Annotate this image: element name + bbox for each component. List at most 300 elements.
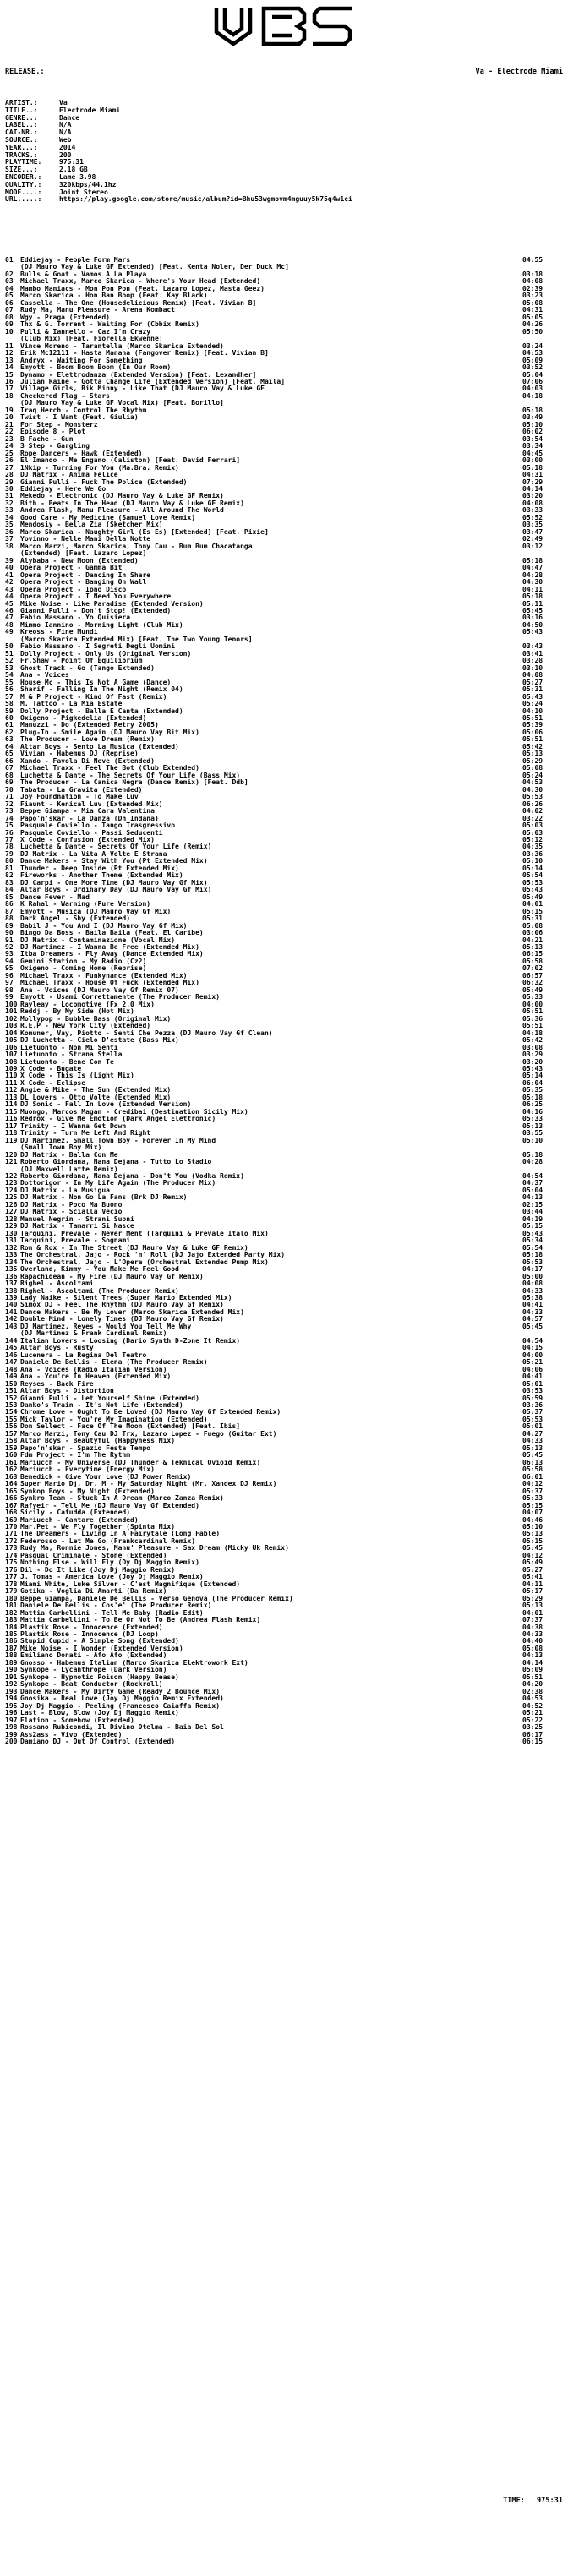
track-title: Julian Raine - Gotta Change Life (Extended Version) [Feat. Maila] [20,378,286,385]
track-row [5,1409,563,1416]
track-number: 141 [5,1307,18,1316]
track-number: 104 [5,1029,18,1037]
track-number: 169 [5,1515,18,1524]
info-value: Dance [59,114,80,122]
track-number: 154 [5,1408,18,1416]
track-row [5,1660,563,1667]
track-number: 199 [5,1730,18,1738]
track-title: Rafyeir - Tell Me (DJ Mauro Vay Gf Extended) [20,1502,199,1509]
track-duration: 03:20 [522,492,543,500]
track-row [5,1295,563,1302]
track-duration: 05:43 [522,628,543,636]
track-number: 41 [5,570,14,579]
track-duration: 05:36 [522,1014,543,1023]
track-title: B Fache - Gun [20,435,74,443]
track-duration: 05:49 [522,1558,543,1567]
track-row [5,521,563,528]
info-key: TRACKS.: [5,150,38,159]
track-title: Stupid Cupid - A Simple Song (Extended) [20,1638,179,1645]
total-playtime [5,2497,563,2522]
track-title: Ana - Voices [20,672,69,679]
track-title: Dynamo - Elettrodanza (Extended Version) [Feat. Lexandher] [20,371,257,379]
track-duration: 03:44 [522,1208,543,1216]
track-number: 160 [5,1451,18,1460]
track-row [5,321,563,328]
track-row [5,865,563,872]
track-row [5,1209,563,1215]
track-title: Iraq Herch - Control The Rhythm [20,407,147,414]
track-title: Joy Dj Maggio - Peeling (Francesco Caiaffa Remix) [20,1702,221,1710]
track-number: 17 [5,385,14,393]
track-duration: 04:33 [522,1630,543,1638]
track-duration: 05:22 [522,1716,543,1724]
track-number: 14 [5,363,14,372]
track-row [5,472,563,478]
track-row [5,385,563,392]
track-title: Rossano Rubicondi, Il Divino Otelma - Baia Del Sol [20,1724,224,1732]
track-number: 184 [5,1623,18,1631]
track-title: Komuner, Vay, Piotto - Senti Che Pezza (DJ Mauro Vay Gf Clean) [20,1029,273,1037]
track-row [5,744,563,750]
track-number: 190 [5,1666,18,1674]
track-duration: 03:34 [522,442,543,450]
track-number: 26 [5,456,14,465]
info-row [5,174,563,182]
track-number: 66 [5,756,14,765]
track-duration: 03:23 [522,292,543,300]
info-value: 200 [59,151,72,159]
track-title: El Imando - Me Engano (Caliston) [Feat. David Ferrari] [20,457,241,465]
track-title: Wgy - Praga (Extended) [20,314,110,321]
track-number: 115 [5,1107,18,1116]
track-row [5,937,563,944]
track-number: 193 [5,1687,18,1695]
track-duration: 04:03 [522,385,543,393]
track-title: Pasquale Coviello - Tango Trasgressivo [20,822,176,830]
track-duration: 06:57 [522,971,543,980]
track-row [5,257,563,264]
track-number: 33 [5,506,14,515]
track-duration: 05:13 [522,1602,543,1610]
track-number: 112 [5,1086,18,1094]
track-title: For Step - Monsterz [20,421,98,428]
track-duration: 05:13 [522,750,543,758]
track-row [5,1738,563,1745]
track-row [5,457,563,464]
track-title: Reddj - By My Side (Hot Mix) [20,1008,134,1016]
track-duration: 03:06 [522,929,543,937]
track-duration: 05:53 [522,793,543,801]
track-row [5,1194,563,1201]
track-row [5,1667,563,1673]
track-duration: 02:38 [522,1687,543,1695]
track-duration: 05:13 [522,1122,543,1130]
track-duration: 05:08 [522,921,543,930]
track-number: 70 [5,785,14,794]
track-number: 78 [5,843,14,851]
track-number: 142 [5,1315,18,1323]
track-duration: 04:53 [522,349,543,357]
track-number: 62 [5,728,14,736]
track-duration: 06:04 [522,1078,543,1087]
track-number: 29 [5,478,14,486]
track-number: 125 [5,1193,18,1202]
track-row [5,1452,563,1459]
track-title: Last - Blow, Blow (Joy Dj Maggio Remix) [20,1710,179,1717]
track-row [5,909,563,915]
track-duration: 05:17 [522,1587,543,1596]
track-title: Bulls & Goat - Vamos A La Playa [20,270,147,278]
track-title: Alybaba - New Moon (Extended) [20,557,139,565]
track-row [5,436,563,443]
track-duration: 05:12 [522,835,543,843]
track-duration: 06:01 [522,1472,543,1481]
track-title: Mar.Pet - We Fly Together (Spinta Mix) [20,1523,176,1531]
track-duration: 05:15 [522,1501,543,1509]
track-title: Rudy Ma, Ronnie Jones, Manu' Pleasure - Sax Dream (Micky Uk Remix) [20,1545,289,1553]
track-duration: 04:01 [522,1608,543,1617]
track-number: 143 [5,1322,18,1330]
track-duration: 05:59 [522,1394,543,1402]
track-duration: 05:38 [522,1293,543,1302]
track-row [5,1423,563,1430]
track-number: 108 [5,1057,18,1066]
track-title: Synkope - Beat Conductor (Rockroll) [20,1681,163,1689]
track-title: Gnosika - Real Love (Joy Dj Maggio Remix Extended) [20,1695,224,1703]
track-title: Gianni Pulli - Let Yourself Shine (Extended) [20,1394,199,1402]
track-row [5,694,563,701]
track-number: 27 [5,463,14,472]
track-duration: 03:52 [522,363,543,372]
track-row [5,930,563,936]
track-title: Plastik Rose - Innocence (DJ Loop) [20,1631,159,1638]
track-title: Lietuonto - Bene Con Te [20,1058,114,1066]
track-duration: 05:34 [522,1236,543,1245]
track-row [5,1237,563,1244]
track-number: 119 [5,1136,18,1144]
info-value: 975:31 [59,159,84,166]
track-title: Village Girls, Rik Minny - Like That (DJ Mauro Vay & Luke GF [20,385,265,393]
track-title: (Extended) [Feat. Lazaro Lopez] [20,550,147,558]
track-row [5,1130,563,1137]
track-number: 153 [5,1401,18,1409]
track-number: 24 [5,442,14,450]
track-title: Pasqual Criminale - Stone (Extended) [20,1552,167,1559]
track-duration: 07:06 [522,377,543,385]
track-number: 163 [5,1472,18,1481]
track-duration: 04:33 [522,1307,543,1316]
track-row [5,816,563,822]
track-title: Oxigeno - Pigkedelia (Extended) [20,715,147,722]
info-key: QUALITY.: [5,180,42,188]
track-duration: 03:47 [522,527,543,536]
track-number: 200 [5,1738,18,1746]
info-key: GENRE..: [5,113,38,122]
track-title: DJ Sonic - Fall In Love (Extended Version) [20,1101,192,1109]
track-title: Nothing Else - Will Fly (Dy Dj Maggio Remix) [20,1559,199,1567]
track-number: 195 [5,1701,18,1710]
track-title: Super Mario Dj, Dr. M - My Saturday Night (Mr. Xandex DJ Remix) [20,1481,277,1488]
track-title: Episode 8 - Plot [20,428,86,436]
track-number: 144 [5,1336,18,1345]
track-title: Manuel Negrin - Strani Suoni [20,1215,134,1223]
track-duration: 06:15 [522,950,543,958]
track-row [5,1624,563,1631]
track-row [5,372,563,379]
track-title: 3 Step - Gargling [20,443,90,450]
track-row [5,1216,563,1223]
track-number: 75 [5,821,14,830]
track-duration: 05:24 [522,771,543,779]
track-row [5,1674,563,1681]
track-duration: 05:10 [522,857,543,865]
track-number: 140 [5,1301,18,1309]
track-title: DJ Matrix - La Vita A Volte E Strana [20,850,167,858]
track-row [5,1395,563,1402]
track-duration: 05:37 [522,1487,543,1495]
track-title: Tabata - La Gravita (Extended) [20,786,143,794]
track-number: 124 [5,1186,18,1194]
track-duration: 06:02 [522,428,543,436]
track-number: 173 [5,1544,18,1553]
track-number: 51 [5,649,14,658]
track-title: Damiano DJ - Out Of Control (Extended) [20,1738,176,1746]
track-row [5,350,563,357]
track-duration: 04:35 [522,843,543,851]
track-duration: 05:15 [522,1536,543,1545]
track-row [5,500,563,507]
track-number: 196 [5,1709,18,1717]
track-title: Fdm Project - I'm The Rythm [20,1452,131,1460]
track-number: 12 [5,349,14,357]
track-title: Righel - Ascoltami [20,1280,94,1288]
info-value[interactable]: https://play.google.com/store/music/album?id=Bhu53wgmovm4mguuy5k75q4w1ci [59,196,352,204]
track-title: Emyott - Musica (DJ Mauro Vay Gf Mix) [20,908,172,915]
info-row [5,115,563,123]
track-title: Andryx - Waiting For Something [20,357,143,364]
track-row [5,1574,563,1580]
track-title: Rudy Ma, Manu Pleasure - Arena Kombact [20,307,176,314]
track-title: (DJ Maxwell Latte Remix) [20,1165,118,1173]
track-title: Marco Skarica - Hon Ban Boop (Feat. Kay Black) [20,292,208,300]
track-duration: 05:33 [522,1115,543,1123]
track-duration: 05:01 [522,1422,543,1431]
track-number: 106 [5,1043,18,1051]
track-row [5,1524,563,1531]
track-number: 07 [5,306,14,314]
track-duration: 03:10 [522,663,543,672]
track-duration: 03:41 [522,649,543,658]
track-title: M. Tattoo - La Mia Estate [20,701,123,708]
track-row [5,1087,563,1094]
track-number: 67 [5,764,14,772]
info-value: 2014 [59,144,76,151]
info-row [5,145,563,152]
track-title: Righel - Ascoltami (The Producer Remix) [20,1287,179,1295]
track-row [5,479,563,486]
track-row [5,379,563,385]
track-row [5,1517,563,1524]
track-duration: 06:17 [522,1730,543,1738]
info-key: PLAYTIME: [5,158,42,166]
track-duration: 05:15 [522,907,543,915]
track-row [5,550,563,557]
track-number: 175 [5,1558,18,1567]
track-title: The Orchestral, Jajo - L'Opera (Orchestral Extended Pump Mix) [20,1258,269,1266]
track-number: 138 [5,1286,18,1295]
track-duration: 05:43 [522,1229,543,1237]
track-number: 161 [5,1458,18,1466]
track-number: 134 [5,1258,18,1266]
track-title: Gnosso - Habemus Italian (Marco Skarica Elektrowork Ext) [20,1659,248,1667]
track-title: Redrox - Give Me Emotion (Dark Angel Elettronic) [20,1116,216,1123]
track-row [5,851,563,858]
track-title: Gianni Pulli - Don't Stop! (Extended) [20,607,172,614]
track-number: 02 [5,270,14,278]
track-row [5,651,563,658]
track-row [5,1288,563,1295]
track-number: 159 [5,1444,18,1452]
track-duration: 04:38 [522,1623,543,1631]
track-title: Angie & Mike - The Sun (Extended Mix) [20,1087,172,1094]
track-title: Lady Naike - Silent Trees (Super Mario Extended Mix) [20,1294,232,1302]
track-duration: 03:12 [522,542,543,550]
track-row [5,872,563,879]
track-row [5,1617,563,1624]
info-row [5,166,563,174]
track-title: Emiliano Donati - Afo Afo (Extended) [20,1652,167,1660]
track-row [5,1080,563,1087]
track-number: 122 [5,1172,18,1180]
track-duration: 03:29 [522,1051,543,1059]
track-title: Michael Traxx - Funkynance (Extended Mix) [20,972,188,980]
track-duration: 04:13 [522,1193,543,1202]
info-value: Web [59,136,72,144]
track-number: 44 [5,592,14,601]
track-duration: 05:18 [522,463,543,472]
track-title: X Code - Confusion (Extended Mix) [20,836,155,843]
info-value: Lame 3.98 [59,173,96,181]
track-row [5,1559,563,1566]
track-duration: 03:33 [522,506,543,515]
track-row [5,980,563,986]
track-number: 85 [5,892,14,901]
track-title: Bith - Beats In The Head (DJ Mauro Vay & Luke GF Remix) [20,499,244,507]
track-number: 06 [5,298,14,307]
track-duration: 04:45 [522,449,543,457]
info-row [5,182,563,189]
track-title: Papo'n'skar - Spazio Festa Tempo [20,1444,151,1452]
track-number: 32 [5,499,14,507]
track-number: 34 [5,513,14,521]
track-number: 83 [5,878,14,887]
track-title: Roberto Giordana, Nana Dejana - Tutto Lo Stadio [20,1159,212,1166]
track-number: 95 [5,964,14,973]
track-duration: 05:43 [522,886,543,894]
track-duration: 05:45 [522,1451,543,1460]
track-row [5,493,563,499]
track-row [5,507,563,514]
track-title: Federosso - Let Me Go (Frankcardinal Remix) [20,1537,196,1545]
track-row [5,958,563,965]
track-duration: 04:53 [522,1695,543,1703]
track-title: Oxigeno - Coming Home (Reprise) [20,965,147,973]
track-title: Lietuonto - Strana Stella [20,1051,123,1059]
track-duration: 04:54 [522,1172,543,1180]
track-title: Pasquale Coviello - Passi Seducenti [20,829,163,837]
track-duration: 04:18 [522,391,543,400]
track-number: 82 [5,871,14,880]
track-number: 187 [5,1644,18,1652]
track-title: (Marco Skarica Extended Mix) [Feat. The Two Young Tenors] [20,636,253,643]
track-row [5,843,563,850]
track-row [5,679,563,686]
track-title: DL Lovers - Otto Volte (Extended Mix) [20,1094,172,1101]
track-row [5,1059,563,1066]
track-title: Opera Project - Dancing In Share [20,571,151,579]
track-number: 174 [5,1551,18,1559]
track-row [5,1030,563,1037]
track-row [5,1345,563,1351]
track-number: 198 [5,1723,18,1732]
info-row [5,152,563,160]
track-row [5,1381,563,1388]
track-duration: 05:18 [522,556,543,565]
track-number: 177 [5,1573,18,1581]
track-duration: 05:18 [522,1093,543,1101]
track-title: Mattia Carbellini - To Be Or Not To Be (Andrea Flash Remix) [20,1617,261,1624]
track-duration: 05:18 [522,406,543,414]
track-row [5,701,563,707]
track-row [5,1373,563,1380]
track-title: Vince Moreno - Tarantella (Marco Skarica Extended) [20,342,224,350]
track-duration: 03:53 [522,1387,543,1395]
track-title: Dance Makers - My Dirty Game (Ready 2 Bounce Mix) [20,1688,221,1695]
track-title: Rapachidean - My Fire (DJ Mauro Vay Gf Remix) [20,1273,204,1280]
track-duration: 03:20 [522,1057,543,1066]
track-number: 68 [5,771,14,779]
track-duration: 04:33 [522,1286,543,1295]
track-title: Double Mind - Lonely Times (DJ Mauro Vay Gf Remix) [20,1316,224,1323]
info-row [5,159,563,166]
info-value: Va [59,100,68,106]
track-duration: 05:18 [522,1150,543,1159]
track-number: 102 [5,1014,18,1023]
track-duration: 05:14 [522,864,543,872]
track-row [5,1402,563,1409]
track-duration: 05:58 [522,1465,543,1474]
track-title: The Orchestral, Jajo - Rock 'n' Roll (DJ Jajo Extended Party Mix) [20,1252,286,1259]
track-title: DJ Matrix - Balla Con Me [20,1151,118,1159]
track-number: 116 [5,1115,18,1123]
track-title: DJ Matrix - Tamarri Si Nasce [20,1223,134,1231]
track-duration: 04:53 [522,778,543,787]
track-row [5,271,563,278]
track-row [5,722,563,729]
track-number: 37 [5,535,14,543]
track-number: 107 [5,1051,18,1059]
track-title: Fabio Massano - Yo Quisiera [20,614,131,622]
track-row [5,465,563,472]
track-duration: 05:41 [522,1573,543,1581]
track-row [5,1531,563,1537]
track-duration: 05:01 [522,1379,543,1388]
track-number: 22 [5,428,14,436]
track-title: Synkro Team - Stuck In A Dream (Marco Zanza Remix) [20,1495,224,1503]
track-duration: 05:51 [522,1673,543,1681]
track-number: 19 [5,406,14,414]
track-duration: 04:57 [522,1315,543,1323]
